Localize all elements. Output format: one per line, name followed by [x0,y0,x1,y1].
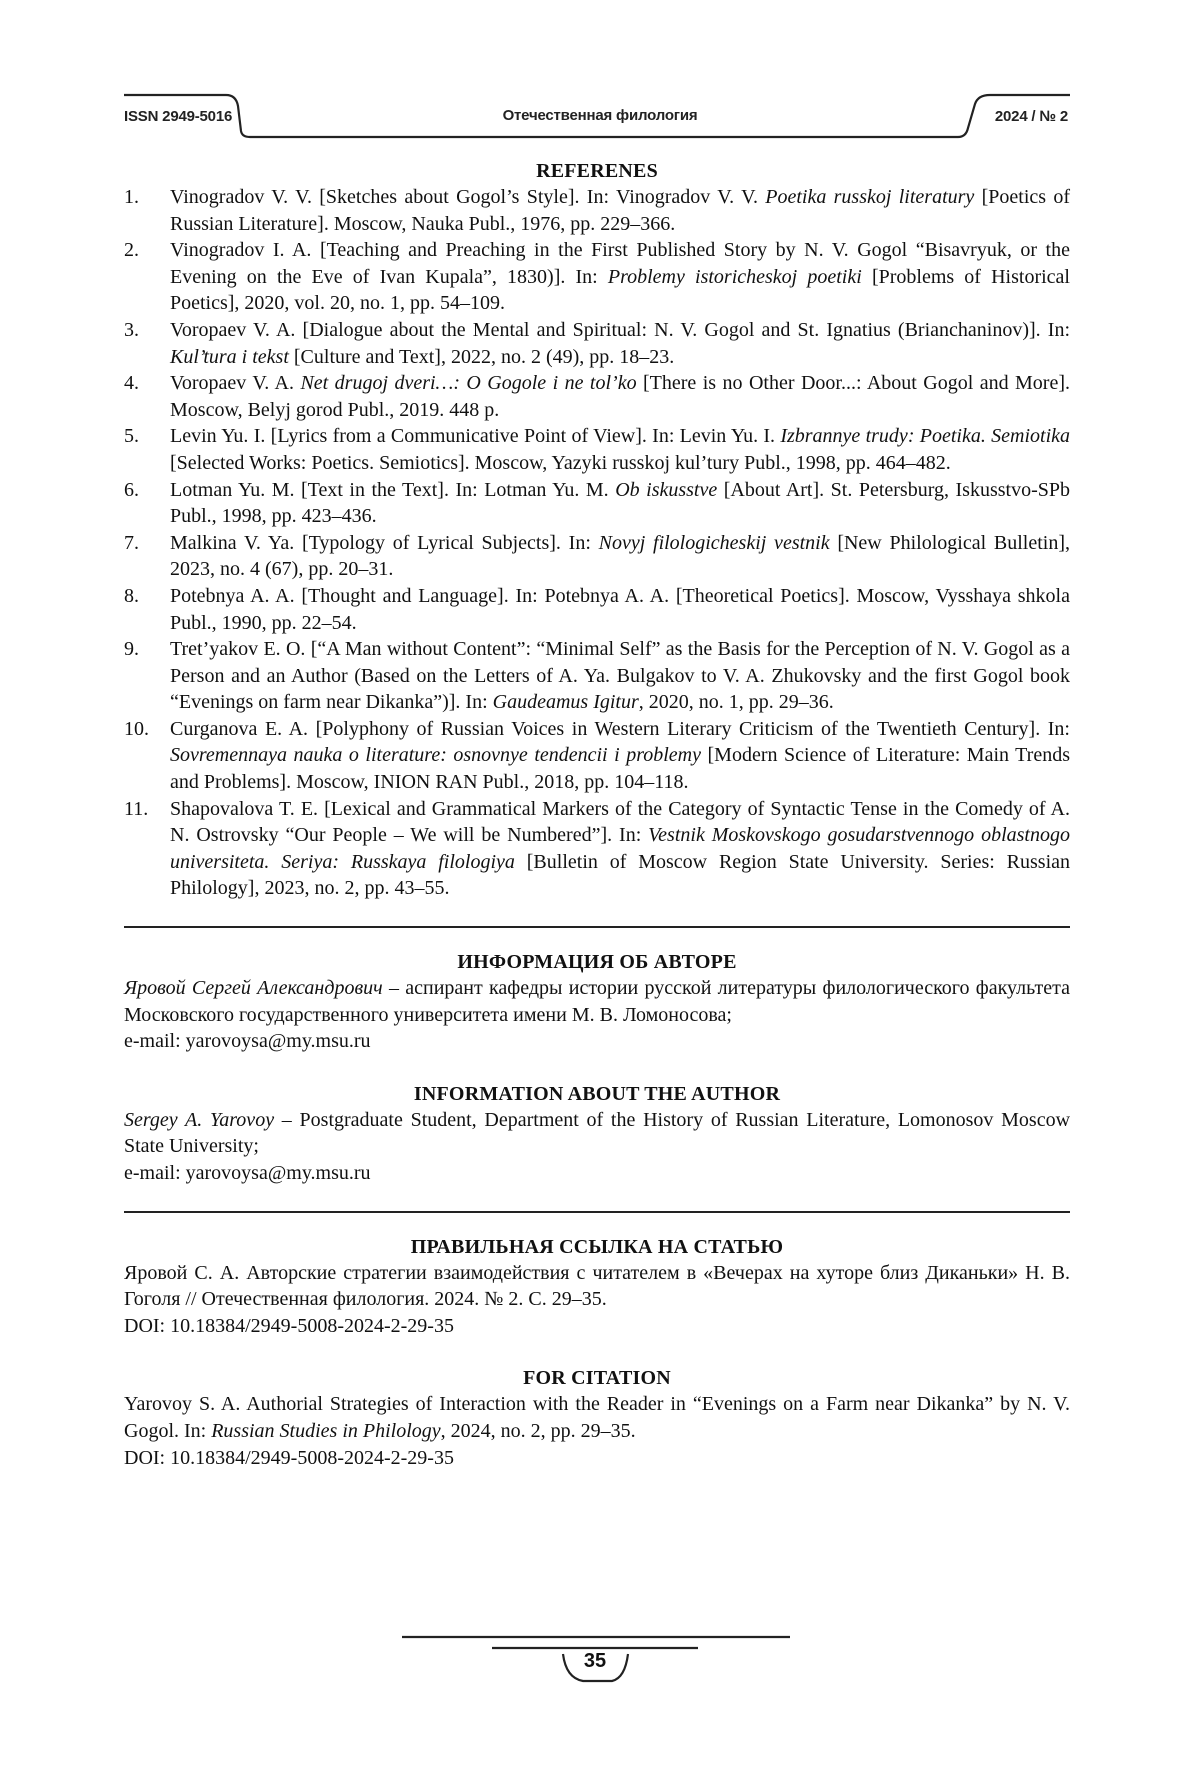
reference-number: 10. [124,717,149,740]
reference-text: Voropaev V. A. [Dialogue about the Mental and Spiritual: N. V. Gogol and St. Ignatius (Brianchaninov)]. In: [170,318,1070,341]
citation-en-journal: Russian Studies in Philology [211,1419,441,1442]
reference-title-italic: Vestnik Moskovskogo gosudarstvennogo oblastnogo universiteta. Seriya: Russkaya filologiya [170,824,1070,873]
reference-text: [About Art]. St. Petersburg, Iskusstvo-SPb Publ., 1998, pp. 423–436. [170,478,1070,528]
reference-title-italic: Net drugoj dveri…: O Gogole i ne tol’ko [300,372,637,395]
reference-text: Vinogradov I. A. [Teaching and Preaching in the First Published Story by N. V. Gogol “Bisavryuk, or the Evening on the Eve of Ivan Kupala”, 1830)]. In: [170,239,1070,288]
reference-number: 3. [124,318,139,341]
journal-title: Отечественная филология [502,107,698,124]
references-title: REFERENES [536,160,658,182]
reference-item [124,796,1070,902]
author-info-en-text [124,1107,1070,1160]
citation-en-title: FOR CITATION [523,1367,671,1390]
author-info-ru-text [124,975,1070,1028]
reference-title-italic: Novyj filologicheskij vestnik [598,531,830,554]
reference-text: Tret’yakov E. O. [“A Man without Content”: “Minimal Self” as the Basis for the Perception of N. V. Gogol as a Person and an Author (Based on the Letters of A. Ya. Bulgakov to V. A. Zhukovsky and the first Gogol book “Evenings on farm near Dikanka”)]. In: [170,638,1070,714]
reference-number: 2. [124,239,139,262]
reference-text: [Selected Works: Poetics. Semiotics]. Moscow, Yazyki russkoj kul’tury Publ., 1998, pp. 464–482. [170,451,951,474]
reference-text: [Culture and Text], 2022, no. 2 (49), pp. 18–23. [288,345,675,368]
reference-text: Curganova E. A. [Polyphony of Russian Voices in Western Literary Criticism of the Twentieth Century]. In: [170,717,1070,740]
reference-text: [Bulletin of Moscow Region State University. Series: Russian Philology], 2023, no. 2, pp. 43–55. [170,850,1071,900]
citation-en [124,1365,1070,1471]
header-rule [0,0,1200,150]
reference-number: 7. [124,531,139,554]
author-description-en: – Postgraduate Student, Department of the History of Russian Literature, Lomonosov Moscow State University; [124,1108,1071,1158]
reference-text: Levin Yu. I. [Lyrics from a Communicative Point of View]. In: Levin Yu. I. [170,425,781,448]
reference-number: 8. [124,584,139,607]
reference-item [124,370,1070,423]
reference-text: Shapovalova T. E. [Lexical and Grammatical Markers of the Category of Syntactic Tense in the Comedy of A. N. Ostrovsky “Our People – We will be Numbered”]. In: [170,797,1070,847]
page-footer [0,1620,1200,1720]
references-list [124,184,1070,902]
citation-ru-doi: DOI: 10.18384/2949-5008-2024-2-29-35 [124,1314,454,1337]
author-name-ru: Яровой Сергей Александрович [124,977,383,1000]
reference-text: Voropaev V. A. [170,372,301,395]
reference-number: 1. [124,186,139,208]
reference-item [124,423,1070,476]
reference-number: 11. [124,797,149,820]
citation-en-doi: DOI: 10.18384/2949-5008-2024-2-29-35 [124,1446,454,1469]
author-description-ru: – аспирант кафедры истории русской литературы филологического факультета Московского государственного университета имени М. В. Ломоносова; [124,977,1070,1026]
reference-title-italic: Gaudeamus Igitur [492,691,639,714]
reference-title-italic: Kul’tura i tekst [170,345,289,368]
reference-title-italic: Ob iskusstve [615,478,718,501]
journal-issn: ISSN 2949-5016 [124,108,233,125]
reference-text: [New Philological Bulletin], 2023, no. 4 (67), pp. 20–31. [170,531,1070,581]
author-email-en: e-mail: yarovoysa@my.msu.ru [124,1162,371,1184]
reference-number: 5. [124,425,139,448]
reference-text: , 2020, no. 1, pp. 29–36. [638,691,834,714]
reference-item [124,636,1070,716]
journal-issue: 2024 / № 2 [994,108,1068,125]
reference-text: Potebnya A. A. [Thought and Language]. In: Potebnya A. A. [Theoretical Poetics]. Moscow, Vysshaya shkola Publ., 1990, pp. 22–54. [170,584,1070,634]
author-info-ru-title: ИНФОРМАЦИЯ ОБ АВТОРЕ [457,951,737,974]
reference-text: [Problems of Historical Poetics], 2020, vol. 20, no. 1, pp. 54–109. [170,265,1070,315]
reference-item [124,583,1070,636]
reference-text: Lotman Yu. M. [Text in the Text]. In: Lotman Yu. M. [170,478,616,501]
reference-item [124,530,1070,583]
author-name-en: Sergey A. Yarovoy [124,1108,275,1131]
citation-ru-text: Яровой С. А. Авторские стратегии взаимодействия с читателем в «Вечерах на хуторе близ Диканьки» Н. В. Гоголя // Отечественная филология. 2024. № 2. С. 29–35. [124,1261,1070,1311]
author-info-ru [124,949,1070,1055]
citation-ru-title: ПРАВИЛЬНАЯ ССЫЛКА НА СТАТЬЮ [410,1235,784,1258]
reference-text: [Modern Science of Literature: Main Trends and Problems]. Moscow, INION RAN Publ., 2018, pp. 104–118. [170,744,1070,794]
reference-title-italic: Izbrannye trudy: Poetika. Semiotika [780,425,1071,448]
reference-title-italic: Problemy istoricheskoj poetiki [607,265,862,288]
citation-ru [124,1234,1070,1340]
author-info-en [124,1081,1070,1187]
reference-title-italic: Sovremennaya nauka o literature: osnovnye tendencii i problemy [170,744,701,767]
citation-en-text [124,1391,1070,1444]
page-content [124,158,1070,1471]
reference-item [124,716,1070,796]
citation-en-text-before: Yarovoy S. A. Authorial Strategies of Interaction with the Reader in “Evenings on a Farm near Dikanka” by N. V. Gogol. In: [124,1393,1070,1442]
reference-number: 4. [124,372,139,395]
author-info-en-title: INFORMATION ABOUT THE AUTHOR [413,1082,781,1105]
running-header [0,0,1200,150]
reference-item [124,237,1070,317]
reference-title-italic: Poetika russkoj literatury [765,186,975,208]
reference-item [124,477,1070,530]
reference-text: Vinogradov V. V. [Sketches about Gogol’s Style]. In: Vinogradov V. V. [170,186,766,208]
reference-text: Malkina V. Ya. [Typology of Lyrical Subjects]. In: [170,531,599,554]
reference-number: 9. [124,638,139,661]
reference-text: [There is no Other Door...: About Gogol and More]. Moscow, Belyj gorod Publ., 2019. 448 p. [170,372,1071,421]
page-number: 35 [583,1650,607,1672]
reference-item [124,184,1070,237]
citation-en-text-after: , 2024, no. 2, pp. 29–35. [440,1419,636,1442]
author-email-ru: e-mail: yarovoysa@my.msu.ru [124,1030,371,1053]
reference-item [124,317,1070,370]
reference-text: [Poetics of Russian Literature]. Moscow, Nauka Publ., 1976, pp. 229–366. [170,186,1071,235]
reference-number: 6. [124,478,139,501]
